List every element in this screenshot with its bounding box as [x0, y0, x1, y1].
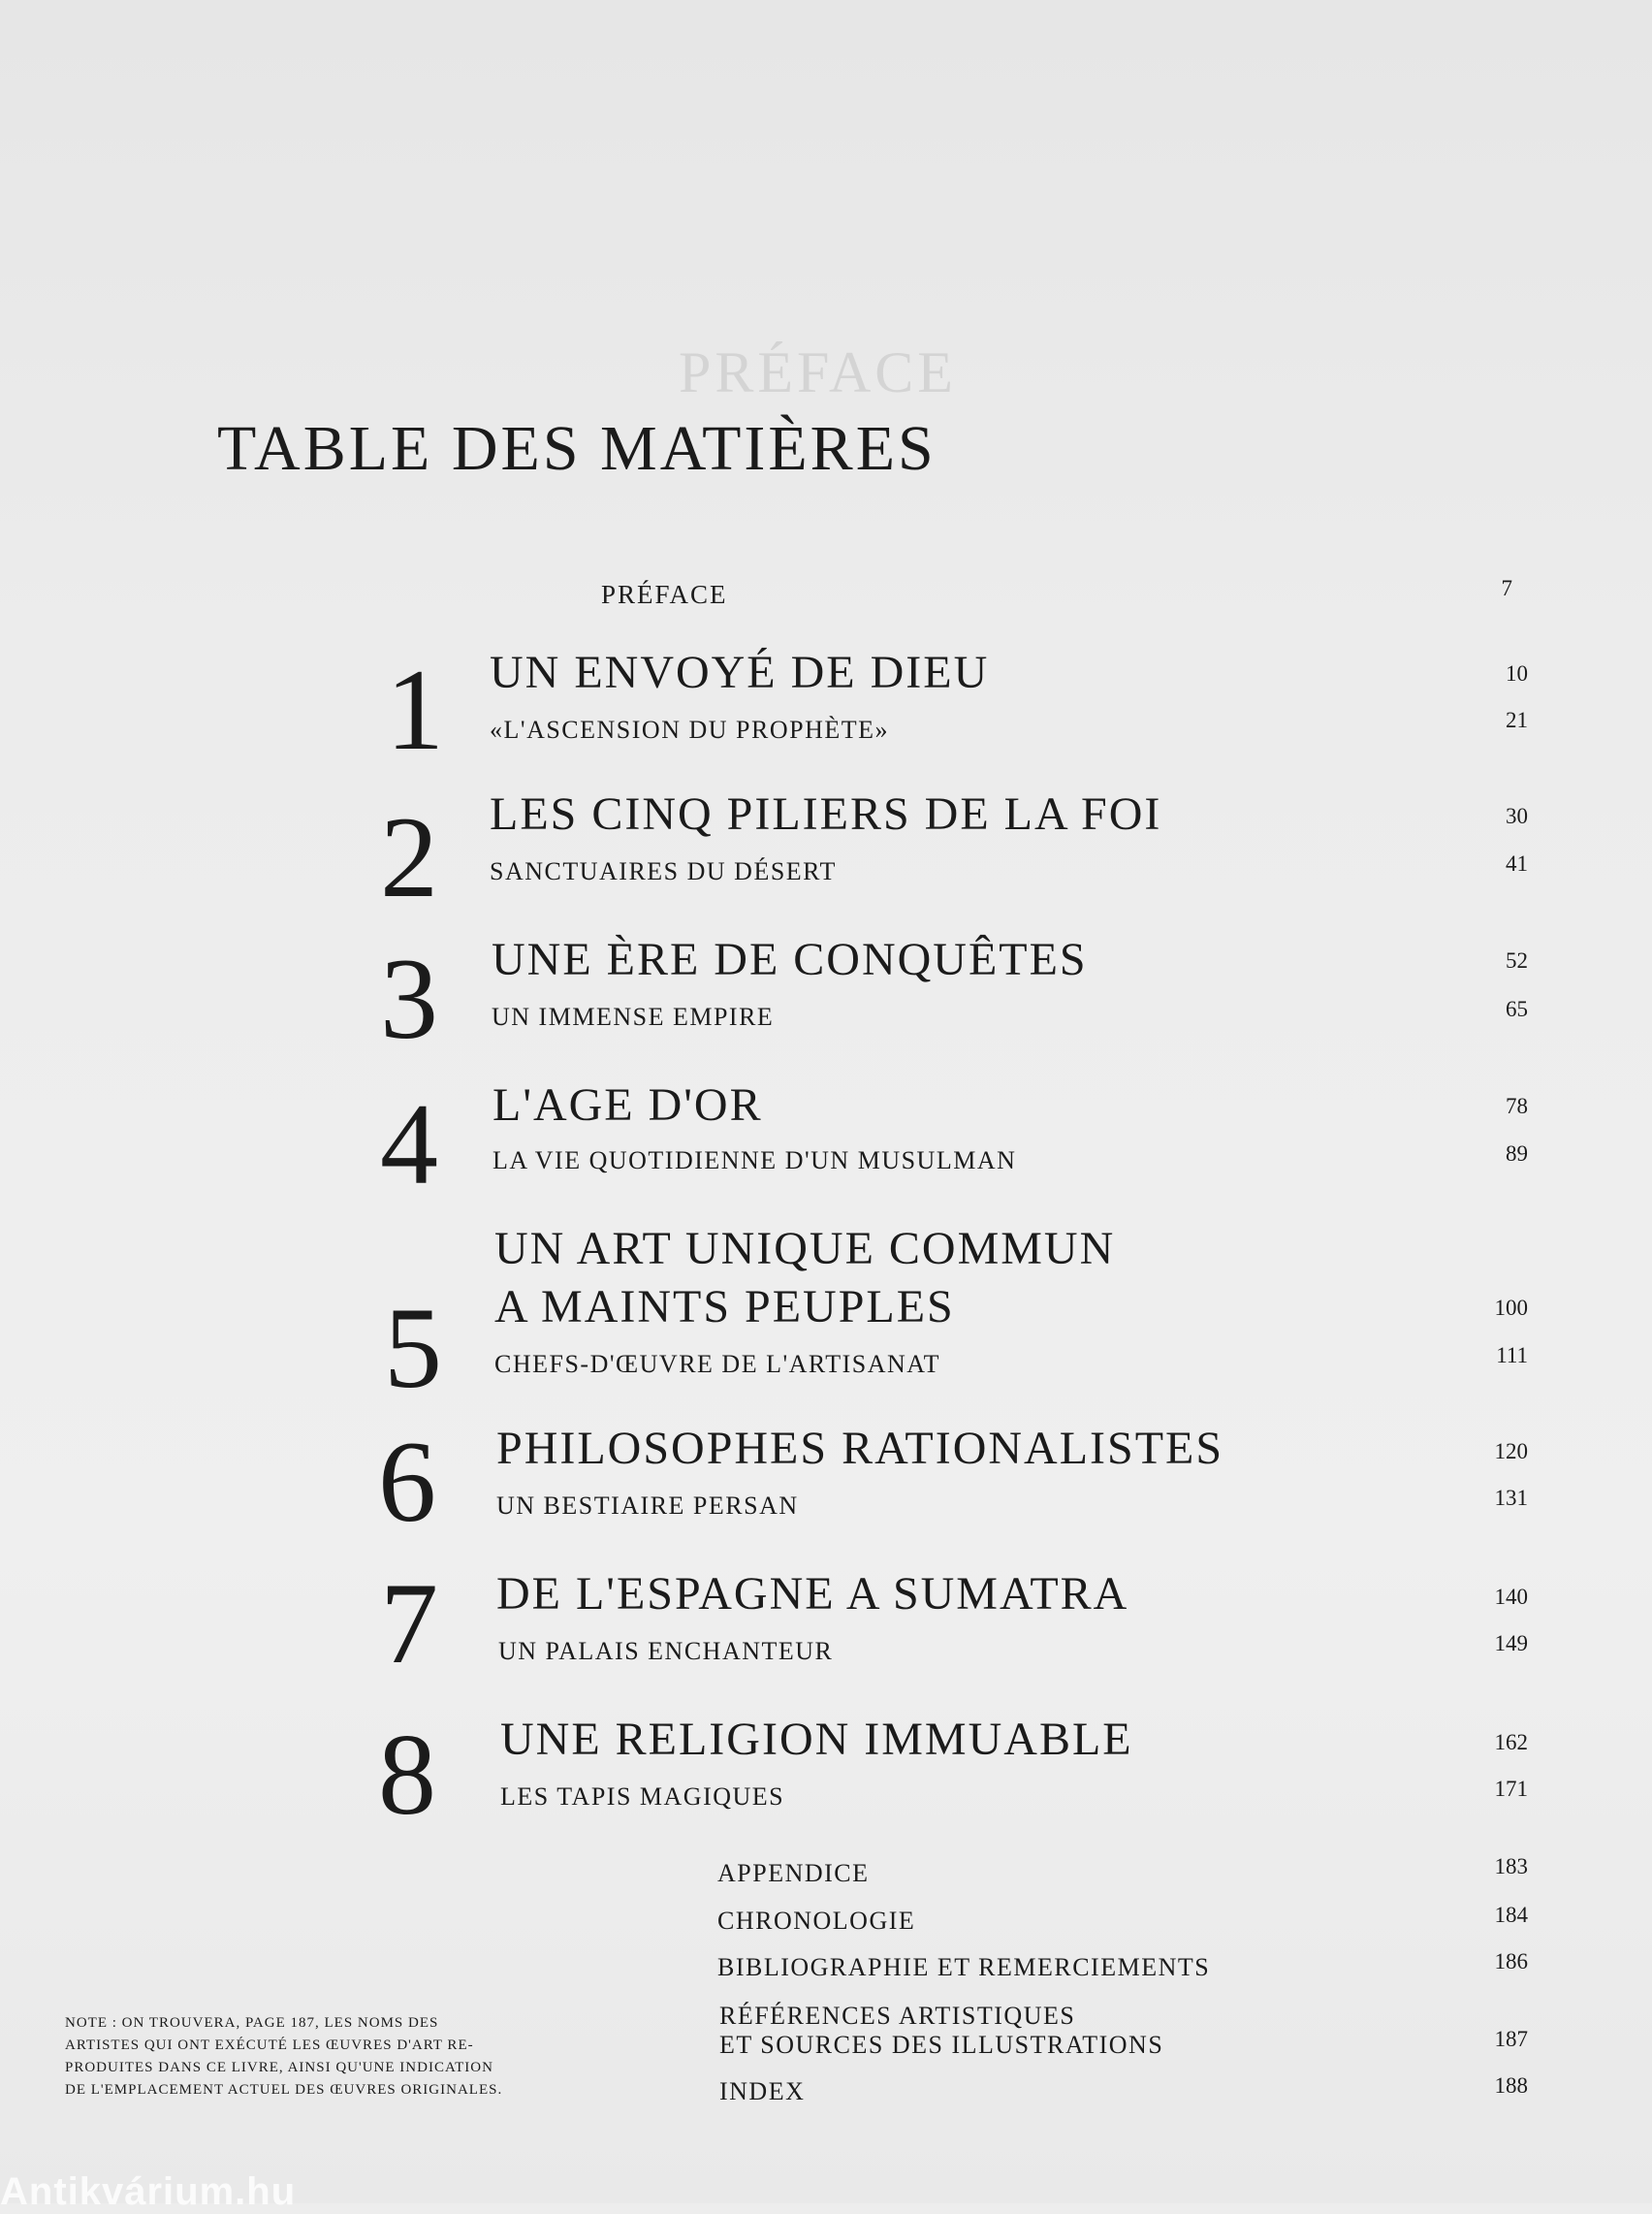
toc-appendice-page: 183 — [1494, 1854, 1528, 1878]
chapter-subtitle: UN BESTIAIRE PERSAN — [496, 1492, 799, 1520]
chapter-title: L'AGE D'OR — [492, 1079, 763, 1131]
chapter-title-page: 162 — [1494, 1730, 1528, 1754]
toc-bibliographie: BIBLIOGRAPHIE ET REMERCIEMENTS — [717, 1953, 1211, 1981]
footnote-line: DE L'EMPLACEMENT ACTUEL DES ŒUVRES ORIGINALES. — [65, 2082, 503, 2098]
toc-bibliographie-page: 186 — [1494, 1949, 1528, 1973]
chapter-subtitle-page: 171 — [1494, 1777, 1528, 1801]
chapter-subtitle: LES TAPIS MAGIQUES — [500, 1782, 785, 1811]
chapter-number: 8 — [378, 1710, 436, 1839]
chapter-title-page: 30 — [1506, 804, 1528, 828]
chapter-title: UN ENVOYÉ DE DIEU — [490, 647, 990, 698]
toc-chronologie: CHRONOLOGIE — [717, 1907, 916, 1935]
chapter-title: UNE RELIGION IMMUABLE — [500, 1714, 1133, 1765]
chapter-subtitle: SANCTUAIRES DU DÉSERT — [490, 857, 837, 885]
chapter-number: 5 — [384, 1283, 442, 1412]
chapter-title-page: 78 — [1506, 1094, 1528, 1118]
chapter-number: 1 — [386, 645, 444, 774]
chapter-title: DE L'ESPAGNE A SUMATRA — [496, 1568, 1129, 1620]
chapter-title-page: 52 — [1506, 948, 1528, 973]
toc-references-line-2: ET SOURCES DES ILLUSTRATIONS — [719, 2031, 1164, 2059]
chapter-number: 6 — [378, 1417, 436, 1546]
page-title: TABLE DES MATIÈRES — [217, 413, 937, 484]
chapter-subtitle-page: 41 — [1506, 851, 1528, 876]
toc-index: INDEX — [719, 2077, 806, 2105]
chapter-subtitle: «L'ASCENSION DU PROPHÈTE» — [490, 716, 889, 744]
chapter-title: UNE ÈRE DE CONQUÊTES — [492, 934, 1088, 985]
toc-references-line-1: RÉFÉRENCES ARTISTIQUES — [719, 2002, 1076, 2030]
chapter-subtitle-page: 131 — [1494, 1486, 1528, 1510]
watermark: Antikvárium.hu — [0, 2170, 297, 2213]
chapter-title-line-2: A MAINTS PEUPLES — [494, 1281, 955, 1332]
chapter-number: 3 — [380, 934, 438, 1063]
chapter-title: PHILOSOPHES RATIONALISTES — [496, 1423, 1224, 1474]
footnote-line: NOTE : ON TROUVERA, PAGE 187, LES NOMS DES — [65, 2015, 439, 2031]
chapter-subtitle: UN IMMENSE EMPIRE — [492, 1003, 775, 1031]
chapter-subtitle: LA VIE QUOTIDIENNE D'UN MUSULMAN — [492, 1146, 1017, 1174]
chapter-subtitle-page: 89 — [1506, 1141, 1528, 1166]
chapter-subtitle-page: 65 — [1506, 997, 1528, 1021]
chapter-title-page: 100 — [1494, 1296, 1528, 1320]
chapter-subtitle-page: 149 — [1494, 1631, 1528, 1655]
chapter-subtitle: UN PALAIS ENCHANTEUR — [498, 1637, 834, 1665]
chapter-number: 4 — [380, 1079, 438, 1208]
chapter-title-line-1: UN ART UNIQUE COMMUN — [494, 1223, 1116, 1274]
toc-preface-page: 7 — [1501, 576, 1512, 600]
toc-references-page: 187 — [1494, 2027, 1528, 2051]
toc-chronologie-page: 184 — [1494, 1903, 1528, 1927]
chapter-number: 2 — [380, 792, 438, 921]
chapter-number: 7 — [380, 1558, 438, 1687]
chapter-subtitle-page: 111 — [1496, 1343, 1528, 1367]
chapter-subtitle-page: 21 — [1506, 708, 1528, 732]
footnote-line: PRODUITES DANS CE LIVRE, AINSI QU'UNE INDICATION — [65, 2060, 493, 2075]
chapter-title-page: 120 — [1494, 1439, 1528, 1463]
footnote-line: ARTISTES QUI ONT EXÉCUTÉ LES ŒUVRES D'ART RE- — [65, 2038, 474, 2053]
toc-preface-label: PRÉFACE — [601, 580, 728, 609]
chapter-title: LES CINQ PILIERS DE LA FOI — [490, 788, 1162, 840]
toc-appendice: APPENDICE — [717, 1859, 870, 1887]
chapter-subtitle: CHEFS-D'ŒUVRE DE L'ARTISANAT — [494, 1350, 941, 1378]
toc-index-page: 188 — [1494, 2073, 1528, 2098]
chapter-title-page: 10 — [1506, 661, 1528, 686]
background-bleed-heading: PRÉFACE — [679, 340, 957, 404]
footnote — [65, 2012, 530, 2102]
chapter-title-page: 140 — [1494, 1585, 1528, 1609]
